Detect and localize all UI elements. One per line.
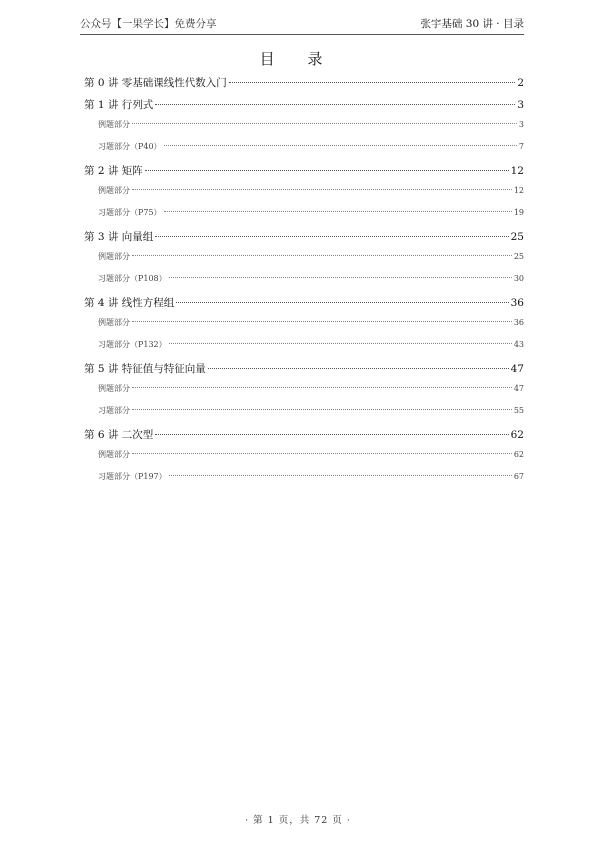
page-title: 目 录 xyxy=(259,50,337,68)
toc-entry-label: 习题部分（P108） xyxy=(98,274,167,283)
toc-entry-label: 第 4 讲 线性方程组 xyxy=(84,297,175,309)
toc-entry-page-number: 12 xyxy=(510,165,524,177)
dot-leader xyxy=(132,321,512,322)
dot-leader xyxy=(208,368,509,369)
toc-entry-label: 习题部分 xyxy=(98,406,130,415)
page-header xyxy=(80,15,524,35)
toc-chapter-entry[interactable] xyxy=(84,163,524,185)
toc-entry-page-number: 62 xyxy=(513,450,524,459)
dot-leader xyxy=(132,123,517,124)
dot-leader xyxy=(169,343,512,344)
dot-leader xyxy=(132,453,512,454)
toc-entry-label: 例题部分 xyxy=(98,318,130,327)
toc-entry-label: 第 2 讲 矩阵 xyxy=(84,165,143,177)
toc-entry-page-number: 7 xyxy=(518,142,524,151)
dot-leader xyxy=(155,104,515,105)
toc-entry-page-number: 2 xyxy=(517,77,524,89)
toc-entry-label: 例题部分 xyxy=(98,450,130,459)
dot-leader xyxy=(169,277,512,278)
toc-entry-label: 第 0 讲 零基础课线性代数入门 xyxy=(84,77,227,89)
toc-entry-page-number: 25 xyxy=(513,252,524,261)
toc-entry-page-number: 36 xyxy=(513,318,524,327)
toc-section-entry[interactable] xyxy=(84,471,524,493)
toc-entry-label: 第 5 讲 特征值与特征向量 xyxy=(84,363,206,375)
table-of-contents xyxy=(84,75,524,493)
toc-section-entry[interactable] xyxy=(84,141,524,163)
dot-leader xyxy=(132,387,512,388)
toc-chapter-entry[interactable] xyxy=(84,229,524,251)
toc-entry-page-number: 25 xyxy=(510,231,524,243)
toc-chapter-entry[interactable] xyxy=(84,361,524,383)
toc-entry-label: 习题部分（P132） xyxy=(98,340,167,349)
dot-leader xyxy=(229,82,516,83)
dot-leader xyxy=(164,145,517,146)
toc-chapter-entry[interactable] xyxy=(84,295,524,317)
toc-entry-page-number: 67 xyxy=(513,472,524,481)
toc-entry-label: 例题部分 xyxy=(98,384,130,393)
dot-leader xyxy=(155,434,508,435)
toc-section-entry[interactable] xyxy=(84,339,524,361)
toc-chapter-entry[interactable] xyxy=(84,75,524,97)
toc-entry-page-number: 3 xyxy=(518,120,524,129)
toc-section-entry[interactable] xyxy=(84,119,524,141)
toc-entry-page-number: 3 xyxy=(517,99,524,111)
toc-entry-page-number: 47 xyxy=(510,363,524,375)
toc-entry-label: 习题部分（P75） xyxy=(98,208,162,217)
toc-section-entry[interactable] xyxy=(84,383,524,405)
toc-entry-page-number: 30 xyxy=(513,274,524,283)
toc-entry-page-number: 43 xyxy=(513,340,524,349)
dot-leader xyxy=(132,189,512,190)
dot-leader xyxy=(176,302,508,303)
toc-entry-label: 习题部分（P40） xyxy=(98,142,162,151)
toc-entry-label: 习题部分（P197） xyxy=(98,472,167,481)
toc-entry-label: 例题部分 xyxy=(98,120,130,129)
toc-section-entry[interactable] xyxy=(84,317,524,339)
toc-chapter-entry[interactable] xyxy=(84,97,524,119)
toc-chapter-entry[interactable] xyxy=(84,427,524,449)
dot-leader xyxy=(169,475,512,476)
dot-leader xyxy=(164,211,512,212)
toc-section-entry[interactable] xyxy=(84,405,524,427)
toc-entry-page-number: 47 xyxy=(513,384,524,393)
toc-entry-label: 第 3 讲 向量组 xyxy=(84,231,154,243)
toc-section-entry[interactable] xyxy=(84,449,524,471)
toc-entry-page-number: 19 xyxy=(513,208,524,217)
page-footer: · 第 1 页，共 72 页 · xyxy=(245,815,351,826)
dot-leader xyxy=(155,236,508,237)
toc-entry-label: 第 6 讲 二次型 xyxy=(84,429,154,441)
toc-entry-page-number: 55 xyxy=(513,406,524,415)
dot-leader xyxy=(132,409,512,410)
toc-entry-page-number: 12 xyxy=(513,186,524,195)
toc-section-entry[interactable] xyxy=(84,273,524,295)
toc-entry-page-number: 36 xyxy=(510,297,524,309)
toc-entry-label: 第 1 讲 行列式 xyxy=(84,99,154,111)
dot-leader xyxy=(145,170,509,171)
toc-section-entry[interactable] xyxy=(84,251,524,273)
toc-section-entry[interactable] xyxy=(84,207,524,229)
toc-entry-label: 例题部分 xyxy=(98,186,130,195)
header-right-text: 张宇基础 30 讲 · 目录 xyxy=(420,18,524,30)
toc-entry-label: 例题部分 xyxy=(98,252,130,261)
toc-entry-page-number: 62 xyxy=(510,429,524,441)
header-left-text: 公众号【一果学长】免费分享 xyxy=(80,18,217,30)
toc-section-entry[interactable] xyxy=(84,185,524,207)
dot-leader xyxy=(132,255,512,256)
